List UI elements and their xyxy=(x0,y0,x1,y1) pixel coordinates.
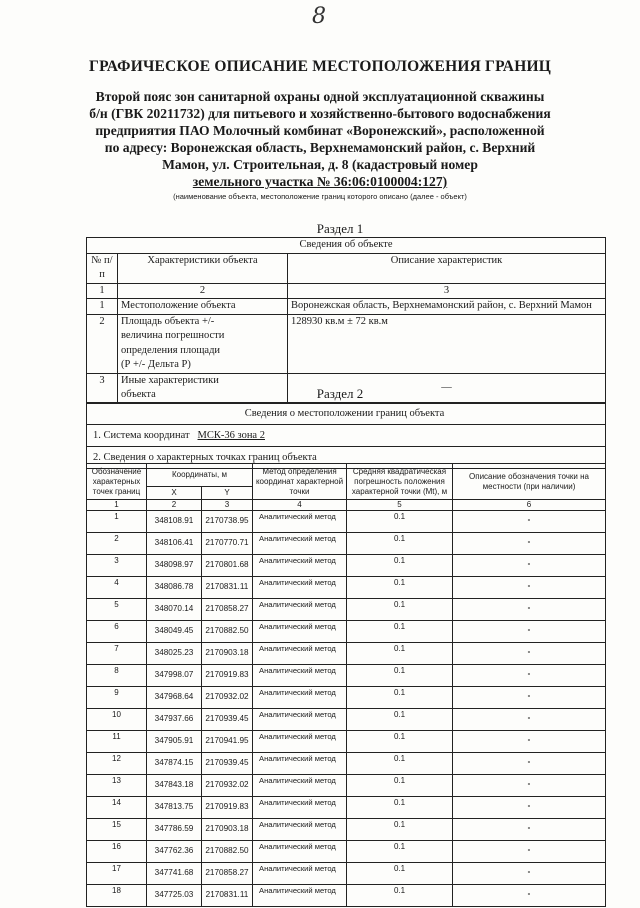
table-row xyxy=(87,885,606,907)
precision: 0.1 xyxy=(347,643,453,665)
method: Аналитический метод xyxy=(253,621,347,643)
point-number: 3 xyxy=(87,555,147,577)
col-index: 2 xyxy=(147,500,202,511)
table-row xyxy=(87,555,606,577)
point-description: - xyxy=(453,863,606,885)
coord-x: 348049.45 xyxy=(147,621,202,643)
point-description: - xyxy=(453,621,606,643)
method: Аналитический метод xyxy=(253,797,347,819)
method: Аналитический метод xyxy=(253,555,347,577)
point-number: 13 xyxy=(87,775,147,797)
point-number: 16 xyxy=(87,841,147,863)
point-description: - xyxy=(453,555,606,577)
coord-y: 2170858.27 xyxy=(202,599,253,621)
col-index: 5 xyxy=(347,500,453,511)
point-description: - xyxy=(453,643,606,665)
table-row xyxy=(87,819,606,841)
coord-x: 347937.66 xyxy=(147,709,202,731)
table-row xyxy=(87,621,606,643)
page-number: 8 xyxy=(312,4,326,29)
coord-system-label: 1. Система координат xyxy=(93,430,190,441)
char-line: величина погрешности xyxy=(121,330,225,341)
point-description: - xyxy=(453,819,606,841)
char-line: определения площади xyxy=(121,344,221,356)
table-row xyxy=(87,577,606,599)
point-number: 4 xyxy=(87,577,147,599)
point-description: - xyxy=(453,599,606,621)
method: Аналитический метод xyxy=(253,885,347,907)
point-number: 18 xyxy=(87,885,147,907)
point-number: 12 xyxy=(87,753,147,775)
point-number: 1 xyxy=(87,511,147,533)
method: Аналитический метод xyxy=(253,753,347,775)
precision: 0.1 xyxy=(347,885,453,907)
method: Аналитический метод xyxy=(253,863,347,885)
point-number: 5 xyxy=(87,599,147,621)
coord-y: 2170919.83 xyxy=(202,797,253,819)
col-header-coords: Координаты, м xyxy=(147,464,253,487)
coord-y: 2170903.18 xyxy=(202,643,253,665)
precision: 0.1 xyxy=(347,841,453,863)
row-description: Воронежская область, Верхнемамонский район, с. Верхний Мамон xyxy=(288,299,606,315)
table-row xyxy=(87,299,606,315)
subtitle-line: Второй пояс зон санитарной охраны одной эксплуатационной скважины xyxy=(95,89,545,104)
row-number: 1 xyxy=(87,299,118,315)
col-index: 4 xyxy=(253,500,347,511)
subtitle-line: по адресу: Воронежская область, Верхнемамонский район, с. Верхний xyxy=(104,140,536,155)
point-description: - xyxy=(453,775,606,797)
method: Аналитический метод xyxy=(253,577,347,599)
table-row xyxy=(87,687,606,709)
method: Аналитический метод xyxy=(253,643,347,665)
table-row xyxy=(87,665,606,687)
point-number: 6 xyxy=(87,621,147,643)
col-header-point: Обозначение характерных точек границ xyxy=(87,464,147,500)
method: Аналитический метод xyxy=(253,511,347,533)
col-header-description: Описание обозначения точки на местности (при наличии) xyxy=(453,464,606,500)
precision: 0.1 xyxy=(347,533,453,555)
coord-x: 348070.14 xyxy=(147,599,202,621)
precision: 0.1 xyxy=(347,819,453,841)
subtitle-line: предприятия ПАО Молочный комбинат «Воронежский», расположенной xyxy=(95,123,545,138)
table-row xyxy=(87,797,606,819)
point-number: 9 xyxy=(87,687,147,709)
row-description: 128930 кв.м ± 72 кв.м xyxy=(288,314,606,373)
precision: 0.1 xyxy=(347,511,453,533)
point-description: - xyxy=(453,731,606,753)
char-line: Площадь объекта +/- xyxy=(121,315,215,327)
table-row xyxy=(87,599,606,621)
point-description: - xyxy=(453,709,606,731)
point-number: 7 xyxy=(87,643,147,665)
coord-y: 2170939.45 xyxy=(202,709,253,731)
point-number: 11 xyxy=(87,731,147,753)
point-number: 2 xyxy=(87,533,147,555)
method: Аналитический метод xyxy=(253,687,347,709)
col-index: 3 xyxy=(202,500,253,511)
coord-system-row xyxy=(87,425,606,447)
precision: 0.1 xyxy=(347,731,453,753)
coord-y: 2170941.95 xyxy=(202,731,253,753)
coord-y: 2170738.95 xyxy=(202,511,253,533)
boundary-points-table xyxy=(86,463,606,907)
coord-y: 2170882.50 xyxy=(202,841,253,863)
method: Аналитический метод xyxy=(253,665,347,687)
coord-y: 2170831.11 xyxy=(202,577,253,599)
method: Аналитический метод xyxy=(253,709,347,731)
coord-y: 2170831.11 xyxy=(202,885,253,907)
subtitle-line: Мамон, ул. Строительная, д. 8 (кадастровый номер xyxy=(162,157,478,172)
point-number: 14 xyxy=(87,797,147,819)
coord-y: 2170858.27 xyxy=(202,863,253,885)
table-header: Сведения о местоположении границ объекта xyxy=(87,403,606,425)
row-number: 3 xyxy=(87,373,118,403)
table-row xyxy=(87,731,606,753)
coord-y: 2170770.71 xyxy=(202,533,253,555)
precision: 0.1 xyxy=(347,665,453,687)
col-header-char: Характеристики объекта xyxy=(118,253,288,283)
coord-x: 348086.78 xyxy=(147,577,202,599)
method: Аналитический метод xyxy=(253,841,347,863)
row-number: 2 xyxy=(87,314,118,373)
precision: 0.1 xyxy=(347,797,453,819)
coord-x: 347874.15 xyxy=(147,753,202,775)
table-header: Сведения об объекте xyxy=(87,238,606,254)
col-header-y: Y xyxy=(202,487,253,500)
precision: 0.1 xyxy=(347,621,453,643)
table-row xyxy=(87,841,606,863)
coord-x: 348108.91 xyxy=(147,511,202,533)
points-header: 2. Сведения о характерных точках границ объекта xyxy=(87,447,606,469)
precision: 0.1 xyxy=(347,753,453,775)
char-line: объекта xyxy=(121,389,156,400)
coord-x: 347905.91 xyxy=(147,731,202,753)
point-description: - xyxy=(453,687,606,709)
point-description: - xyxy=(453,665,606,687)
coord-x: 347813.75 xyxy=(147,797,202,819)
coord-x: 347968.64 xyxy=(147,687,202,709)
method: Аналитический метод xyxy=(253,731,347,753)
subtitle-caption: (наименование объекта, местоположение границ которого описано (далее - объект) xyxy=(173,192,467,201)
char-line: (Р +/- Дельта Р) xyxy=(121,359,191,370)
col-index: 1 xyxy=(87,283,118,299)
coord-y: 2170919.83 xyxy=(202,665,253,687)
page-title: ГРАФИЧЕСКОЕ ОПИСАНИЕ МЕСТОПОЛОЖЕНИЯ ГРАНИЦ xyxy=(89,58,551,75)
table-row xyxy=(87,533,606,555)
table-row xyxy=(87,775,606,797)
point-description: - xyxy=(453,533,606,555)
col-index: 6 xyxy=(453,500,606,511)
coord-x: 347741.68 xyxy=(147,863,202,885)
method: Аналитический метод xyxy=(253,599,347,621)
coord-y: 2170932.02 xyxy=(202,775,253,797)
table-row xyxy=(87,643,606,665)
coord-y: 2170903.18 xyxy=(202,819,253,841)
point-description: - xyxy=(453,753,606,775)
char-line: Иные характеристики xyxy=(121,374,219,386)
document-subtitle xyxy=(70,88,570,190)
precision: 0.1 xyxy=(347,775,453,797)
precision: 0.1 xyxy=(347,599,453,621)
row-description: — xyxy=(288,373,606,403)
table-row xyxy=(87,314,606,373)
point-description: - xyxy=(453,577,606,599)
point-description: - xyxy=(453,511,606,533)
point-description: - xyxy=(453,841,606,863)
col-index: 2 xyxy=(118,283,288,299)
section2-label: Раздел 2 xyxy=(316,386,364,401)
coord-x: 347843.18 xyxy=(147,775,202,797)
table-row xyxy=(87,753,606,775)
col-header-desc: Описание характеристик xyxy=(288,253,606,283)
coord-system-value: МСК-36 зона 2 xyxy=(197,430,265,441)
subtitle-line-underlined: земельного участка № 36:06:0100004:127) xyxy=(192,174,448,189)
point-number: 10 xyxy=(87,709,147,731)
coord-x: 347762.36 xyxy=(147,841,202,863)
method: Аналитический метод xyxy=(253,819,347,841)
coord-x: 348098.97 xyxy=(147,555,202,577)
point-description: - xyxy=(453,797,606,819)
col-index: 1 xyxy=(87,500,147,511)
table-row xyxy=(87,511,606,533)
col-header-precision: Средняя квадратическая погрешность положения характерной точки (Mt), м xyxy=(347,464,453,500)
coord-x: 348025.23 xyxy=(147,643,202,665)
col-header-method: Метод определения координат характерной точки xyxy=(253,464,347,500)
precision: 0.1 xyxy=(347,577,453,599)
object-info-table xyxy=(86,237,606,404)
row-characteristic xyxy=(118,314,288,373)
point-number: 8 xyxy=(87,665,147,687)
coord-x: 347786.59 xyxy=(147,819,202,841)
point-description: - xyxy=(453,885,606,907)
col-header-x: X xyxy=(147,487,202,500)
row-characteristic: Местоположение объекта xyxy=(118,299,288,315)
point-number: 17 xyxy=(87,863,147,885)
col-header-no: № п/п xyxy=(87,253,118,283)
coord-y: 2170882.50 xyxy=(202,621,253,643)
coord-x: 347998.07 xyxy=(147,665,202,687)
coord-y: 2170801.68 xyxy=(202,555,253,577)
method: Аналитический метод xyxy=(253,533,347,555)
precision: 0.1 xyxy=(347,687,453,709)
table-row xyxy=(87,863,606,885)
coord-y: 2170939.45 xyxy=(202,753,253,775)
section1-label: Раздел 1 xyxy=(316,221,364,236)
precision: 0.1 xyxy=(347,709,453,731)
boundary-info-header-table xyxy=(86,402,606,469)
precision: 0.1 xyxy=(347,555,453,577)
coord-x: 347725.03 xyxy=(147,885,202,907)
coord-y: 2170932.02 xyxy=(202,687,253,709)
subtitle-line: б/н (ГВК 20211732) для питьевого и хозяйственно-бытового водоснабжения xyxy=(89,106,551,121)
coord-x: 348106.41 xyxy=(147,533,202,555)
col-index: 3 xyxy=(288,283,606,299)
table-row xyxy=(87,709,606,731)
point-number: 15 xyxy=(87,819,147,841)
precision: 0.1 xyxy=(347,863,453,885)
method: Аналитический метод xyxy=(253,775,347,797)
